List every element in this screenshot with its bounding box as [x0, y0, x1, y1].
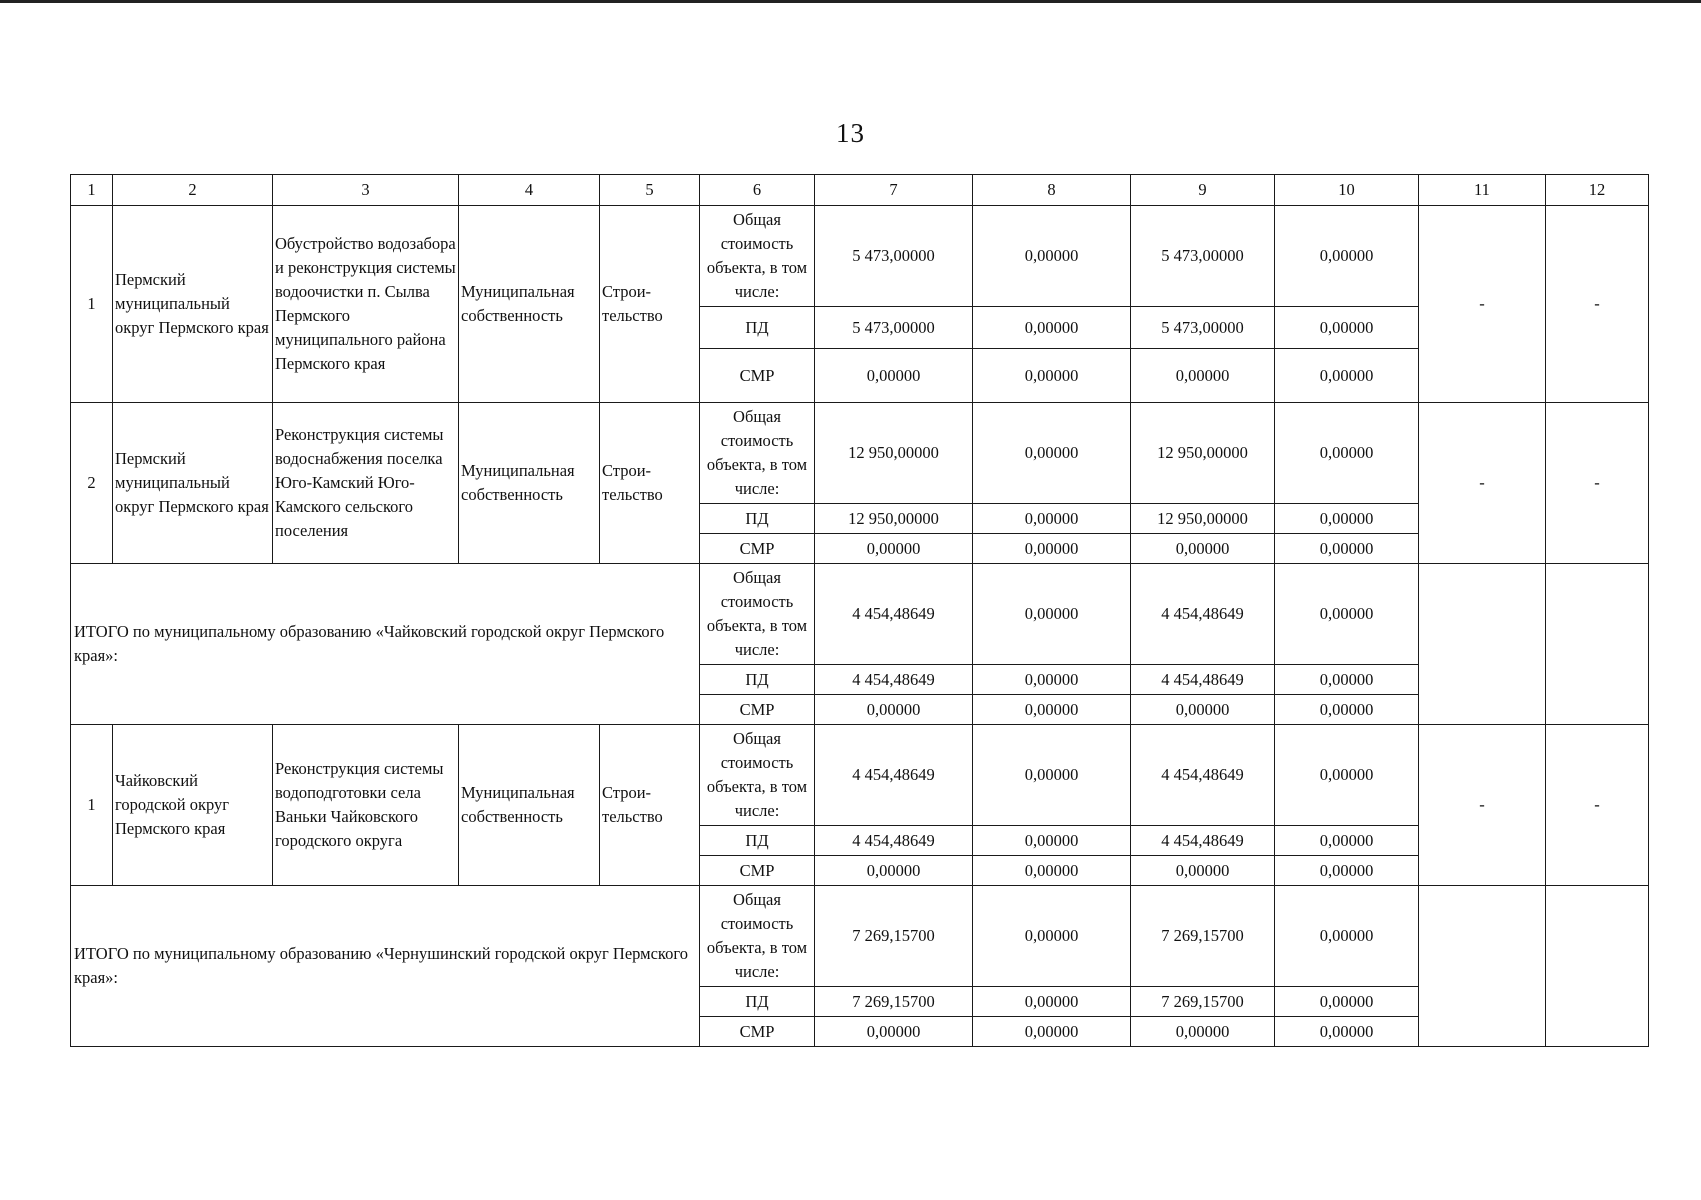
value-col-8: 0,00000 — [973, 987, 1131, 1017]
value-col-8: 0,00000 — [973, 504, 1131, 534]
cost-type-label: СМР — [700, 534, 815, 564]
value-col-7: 4 454,48649 — [815, 665, 973, 695]
investment-table — [70, 174, 1649, 1047]
work-type: Строи-тельство — [600, 206, 700, 403]
table-body — [71, 175, 1649, 1047]
value-col-8: 0,00000 — [973, 564, 1131, 665]
cost-type-label: СМР — [700, 856, 815, 886]
object-name: Реконструкция системы водоподготовки села Ваньки Чайковского городского округа — [273, 725, 459, 886]
value-col-11: - — [1419, 206, 1546, 403]
value-col-9: 4 454,48649 — [1131, 826, 1275, 856]
value-col-8: 0,00000 — [973, 1017, 1131, 1047]
value-col-10: 0,00000 — [1275, 665, 1419, 695]
value-col-7: 12 950,00000 — [815, 403, 973, 504]
value-col-8: 0,00000 — [973, 725, 1131, 826]
value-col-9: 0,00000 — [1131, 1017, 1275, 1047]
table-row — [71, 725, 1649, 826]
cost-type-label: Общая стоимость объекта, в том числе: — [700, 403, 815, 504]
row-number: 1 — [71, 206, 113, 403]
value-col-8: 0,00000 — [973, 826, 1131, 856]
value-col-8: 0,00000 — [973, 886, 1131, 987]
value-col-9: 0,00000 — [1131, 349, 1275, 403]
value-col-10: 0,00000 — [1275, 349, 1419, 403]
cost-type-label: ПД — [700, 665, 815, 695]
header-col-11: 11 — [1419, 175, 1546, 206]
value-col-10: 0,00000 — [1275, 564, 1419, 665]
page-number: 13 — [836, 118, 865, 148]
value-col-9: 0,00000 — [1131, 695, 1275, 725]
cost-type-label: СМР — [700, 1017, 815, 1047]
value-col-10: 0,00000 — [1275, 856, 1419, 886]
value-col-10: 0,00000 — [1275, 206, 1419, 307]
value-col-8: 0,00000 — [973, 206, 1131, 307]
value-col-12 — [1546, 564, 1649, 725]
value-col-10: 0,00000 — [1275, 725, 1419, 826]
value-col-10: 0,00000 — [1275, 695, 1419, 725]
cost-type-label: Общая стоимость объекта, в том числе: — [700, 886, 815, 987]
header-col-9: 9 — [1131, 175, 1275, 206]
column-number-row — [71, 175, 1649, 206]
value-col-12: - — [1546, 206, 1649, 403]
value-col-8: 0,00000 — [973, 856, 1131, 886]
object-name: Реконструкция системы водоснабжения поселка Юго-Камский Юго-Камского сельского поселения — [273, 403, 459, 564]
value-col-10: 0,00000 — [1275, 1017, 1419, 1047]
value-col-7: 5 473,00000 — [815, 307, 973, 349]
header-col-3: 3 — [273, 175, 459, 206]
value-col-9: 4 454,48649 — [1131, 564, 1275, 665]
ownership-form: Муниципальная собственность — [459, 206, 600, 403]
value-col-8: 0,00000 — [973, 307, 1131, 349]
municipality-name: Чайковский городской округ Пермского края — [113, 725, 273, 886]
table-row — [71, 564, 1649, 665]
value-col-7: 0,00000 — [815, 534, 973, 564]
scan-edge — [0, 0, 1701, 3]
cost-type-label: Общая стоимость объекта, в том числе: — [700, 564, 815, 665]
value-col-8: 0,00000 — [973, 403, 1131, 504]
value-col-10: 0,00000 — [1275, 307, 1419, 349]
municipality-name: Пермский муниципальный округ Пермского края — [113, 403, 273, 564]
header-col-12: 12 — [1546, 175, 1649, 206]
value-col-8: 0,00000 — [973, 695, 1131, 725]
header-col-4: 4 — [459, 175, 600, 206]
value-col-8: 0,00000 — [973, 534, 1131, 564]
ownership-form: Муниципальная собственность — [459, 403, 600, 564]
value-col-10: 0,00000 — [1275, 534, 1419, 564]
value-col-12: - — [1546, 725, 1649, 886]
value-col-10: 0,00000 — [1275, 504, 1419, 534]
value-col-7: 0,00000 — [815, 349, 973, 403]
value-col-7: 4 454,48649 — [815, 725, 973, 826]
value-col-12: - — [1546, 403, 1649, 564]
value-col-9: 4 454,48649 — [1131, 665, 1275, 695]
header-col-10: 10 — [1275, 175, 1419, 206]
value-col-11: - — [1419, 403, 1546, 564]
header-col-2: 2 — [113, 175, 273, 206]
cost-type-label: Общая стоимость объекта, в том числе: — [700, 725, 815, 826]
value-col-9: 5 473,00000 — [1131, 206, 1275, 307]
value-col-8: 0,00000 — [973, 349, 1131, 403]
value-col-10: 0,00000 — [1275, 886, 1419, 987]
total-label: ИТОГО по муниципальному образованию «Чайковский городской округ Пермского края»: — [71, 564, 700, 725]
ownership-form: Муниципальная собственность — [459, 725, 600, 886]
value-col-7: 0,00000 — [815, 695, 973, 725]
header-col-1: 1 — [71, 175, 113, 206]
table-row — [71, 403, 1649, 504]
value-col-7: 0,00000 — [815, 1017, 973, 1047]
value-col-7: 12 950,00000 — [815, 504, 973, 534]
value-col-10: 0,00000 — [1275, 826, 1419, 856]
header-col-8: 8 — [973, 175, 1131, 206]
total-label: ИТОГО по муниципальному образованию «Чернушинский городской округ Пермского края»: — [71, 886, 700, 1047]
work-type: Строи-тельство — [600, 725, 700, 886]
value-col-10: 0,00000 — [1275, 987, 1419, 1017]
value-col-7: 7 269,15700 — [815, 886, 973, 987]
object-name: Обустройство водозабора и реконструкция системы водоочистки п. Сылва Пермского муниципального района Пермского края — [273, 206, 459, 403]
cost-type-label: ПД — [700, 504, 815, 534]
value-col-7: 0,00000 — [815, 856, 973, 886]
value-col-9: 4 454,48649 — [1131, 725, 1275, 826]
value-col-7: 4 454,48649 — [815, 564, 973, 665]
row-number: 2 — [71, 403, 113, 564]
cost-type-label: ПД — [700, 307, 815, 349]
value-col-10: 0,00000 — [1275, 403, 1419, 504]
table-row — [71, 206, 1649, 307]
header-col-6: 6 — [700, 175, 815, 206]
value-col-9: 5 473,00000 — [1131, 307, 1275, 349]
cost-type-label: Общая стоимость объекта, в том числе: — [700, 206, 815, 307]
cost-type-label: СМР — [700, 349, 815, 403]
value-col-7: 7 269,15700 — [815, 987, 973, 1017]
value-col-9: 7 269,15700 — [1131, 886, 1275, 987]
municipality-name: Пермский муниципальный округ Пермского края — [113, 206, 273, 403]
cost-type-label: СМР — [700, 695, 815, 725]
value-col-9: 0,00000 — [1131, 856, 1275, 886]
table-row — [71, 886, 1649, 987]
value-col-7: 5 473,00000 — [815, 206, 973, 307]
value-col-9: 12 950,00000 — [1131, 403, 1275, 504]
value-col-9: 7 269,15700 — [1131, 987, 1275, 1017]
cost-type-label: ПД — [700, 987, 815, 1017]
header-col-7: 7 — [815, 175, 973, 206]
value-col-9: 0,00000 — [1131, 534, 1275, 564]
value-col-11 — [1419, 564, 1546, 725]
header-col-5: 5 — [600, 175, 700, 206]
value-col-11 — [1419, 886, 1546, 1047]
work-type: Строи-тельство — [600, 403, 700, 564]
value-col-12 — [1546, 886, 1649, 1047]
row-number: 1 — [71, 725, 113, 886]
value-col-11: - — [1419, 725, 1546, 886]
value-col-9: 12 950,00000 — [1131, 504, 1275, 534]
cost-type-label: ПД — [700, 826, 815, 856]
value-col-8: 0,00000 — [973, 665, 1131, 695]
value-col-7: 4 454,48649 — [815, 826, 973, 856]
